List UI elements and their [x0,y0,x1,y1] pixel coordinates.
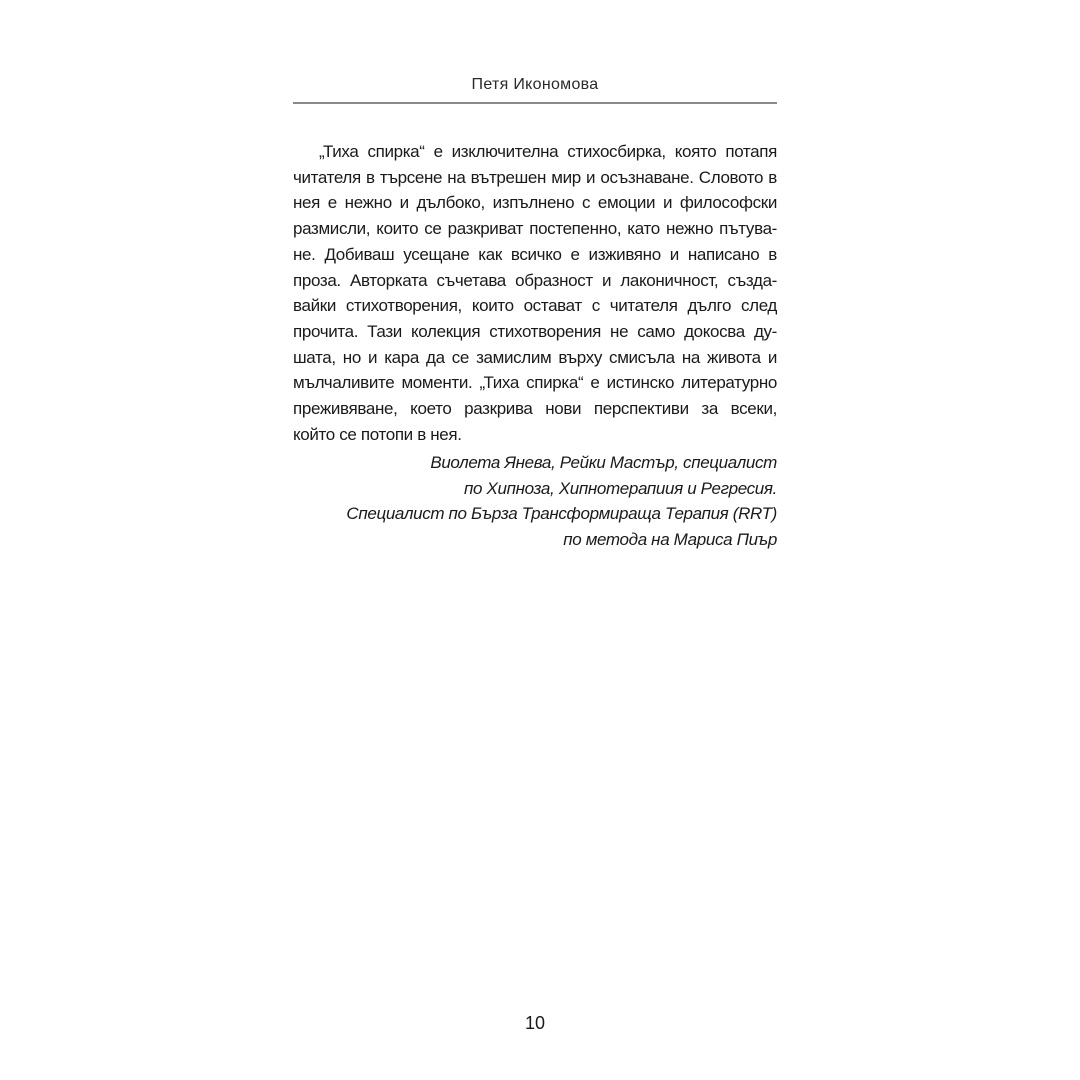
review-line: размисли, които се разкриват постепенно, като нежно пътува- [293,219,777,239]
review-line: вайки стихотворения, които остават с читателя дълго след [293,296,777,316]
running-header-author: Петя Икономова [471,76,599,93]
signature-line: Виолета Янева, Рейки Мастър, специалист [430,453,777,472]
review-line: шата, но и кара да се замислим върху смисъла на живота и [293,347,777,367]
review-line: прочита. Тази колекция стихотворения не само докосва ду- [293,321,777,341]
review-line: който се потопи в нея. [293,424,462,444]
signature-line: Специалист по Бърза Трансформираща Терапия (RRT) [346,504,777,524]
signature-line: по метода на Мариса Пиър [563,530,777,550]
review-line: проза. Авторката съчетава образност и лаконичност, създа- [293,270,777,290]
signature-line: по Хипноза, Хипнотерапиия и Регресия. [464,478,777,498]
review-signature [293,450,777,553]
review-line: читателя в търсене на вътрешен мир и осъзнаване. Словото в [293,167,777,187]
review-paragraph [293,139,777,447]
review-line: мълчаливите моменти. „Тиха спирка“ е истинско литературно [293,373,777,393]
review-line: преживяване, което разкрива нови перспективи за всеки, [293,399,777,419]
page-number: 10 [524,1013,546,1033]
review-line: нея е нежно и дълбоко, изпълнено с емоции и философски [293,193,777,213]
review-line: „Тиха спирка“ е изключителна стихосбирка, която потапя [319,142,777,161]
review-line: не. Добиваш усещане как всичко е изживяно и написано в [293,244,777,264]
header-divider [293,102,777,104]
